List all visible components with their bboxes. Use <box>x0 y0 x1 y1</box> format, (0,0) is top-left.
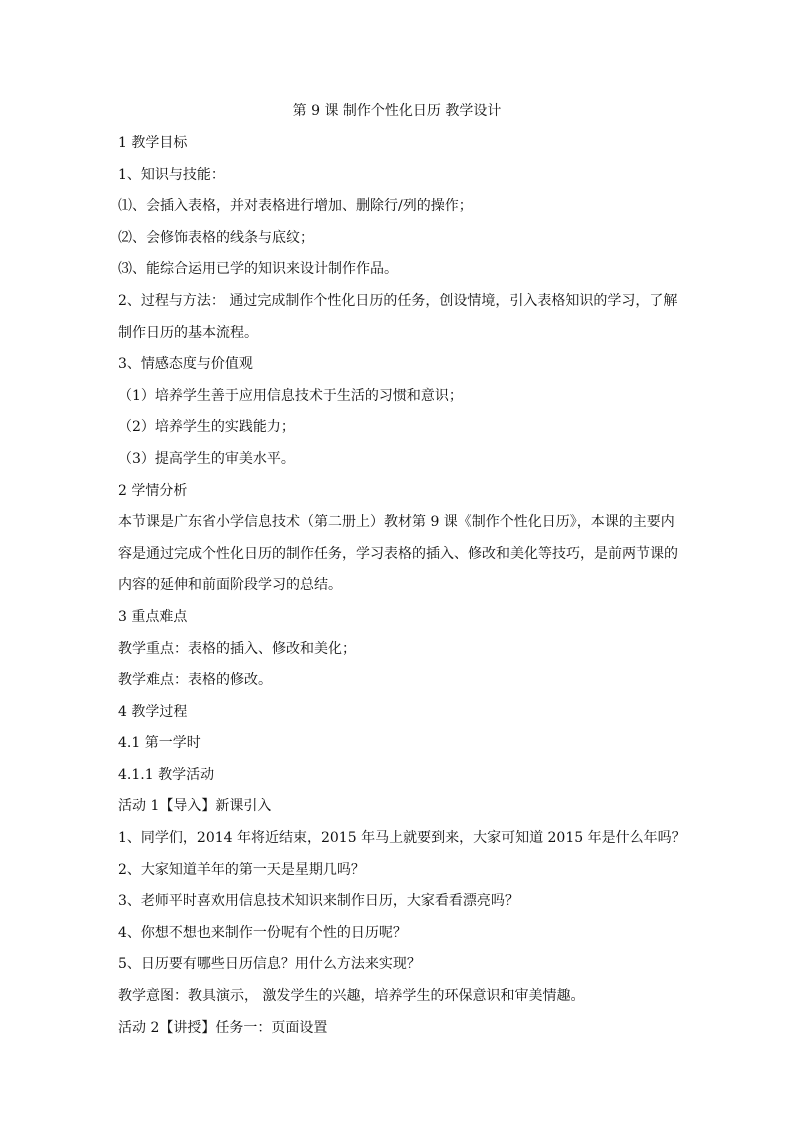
paragraph-line: 1 教学目标 <box>118 135 188 151</box>
paragraph-line: （1）培养学生善于应用信息技术于生活的习惯和意识； <box>118 387 463 404</box>
paragraph-line: （3）提高学生的审美水平。 <box>118 450 295 467</box>
paragraph-line: 4 教学过程 <box>118 703 188 720</box>
paragraph-line: 教学重点：表格的插入、修改和美化； <box>118 640 356 657</box>
paragraph-line: 2 学情分析 <box>118 482 188 499</box>
paragraph-line: 内容的延伸和前面阶段学习的总结。 <box>118 577 342 594</box>
paragraph-line: 5、日历要有哪些日历信息？用什么方法来实现？ <box>118 956 421 973</box>
paragraph-line: （2）培养学生的实践能力； <box>118 419 295 436</box>
paragraph-line: 4.1 第一学时 <box>118 735 201 752</box>
paragraph-line: 2、过程与方法： 通过完成制作个性化日历的任务，创设情境，引入表格知识的学习，了解 <box>118 292 678 309</box>
paragraph-line: 活动 1【导入】新课引入 <box>118 798 272 815</box>
paragraph-line: 4、你想不想也来制作一份呢有个性的日历呢？ <box>118 924 407 941</box>
paragraph-line: ⑵、会修饰表格的线条与底纹； <box>118 229 314 246</box>
paragraph-line: 3、情感态度与价值观 <box>118 356 253 373</box>
paragraph-line: 教学难点：表格的修改。 <box>118 672 272 689</box>
paragraph-line: ⑶、能综合运用已学的知识来设计制作作品。 <box>118 261 398 278</box>
paragraph-line: 3、老师平时喜欢用信息技术知识来制作日历，大家看看漂亮吗？ <box>118 893 519 910</box>
paragraph-line: ⑴、会插入表格，并对表格进行增加、删除行/列的操作； <box>118 198 473 215</box>
paragraph-line: 2、大家知道羊年的第一天是星期几吗？ <box>118 861 365 878</box>
paragraph-line: 制作日历的基本流程。 <box>118 324 258 341</box>
paragraph-line: 活动 2【讲授】任务一：页面设置 <box>118 1019 328 1036</box>
document-body <box>118 133 686 1049</box>
paragraph-line: 1、知识与技能： <box>118 166 225 183</box>
paragraph-line: 4.1.1 教学活动 <box>118 766 215 783</box>
paragraph-line: 1、同学们，2014 年将近结束，2015 年马上就要到来，大家可知道 2015 年是什么年吗？ <box>118 830 686 847</box>
paragraph-line: 教学意图：教具演示， 激发学生的兴趣，培养学生的环保意识和审美情趣。 <box>118 988 585 1005</box>
document-title: 第 9 课 制作个性化日历 教学设计 <box>292 103 502 119</box>
paragraph-line: 3 重点难点 <box>118 608 188 625</box>
paragraph-line: 本节课是广东省小学信息技术（第二册上）教材第 9 课《制作个性化日历》，本课的主要内 <box>118 514 675 531</box>
paragraph-line: 容是通过完成个性化日历的制作任务，学习表格的插入、修改和美化等技巧，是前两节课的 <box>118 545 678 562</box>
